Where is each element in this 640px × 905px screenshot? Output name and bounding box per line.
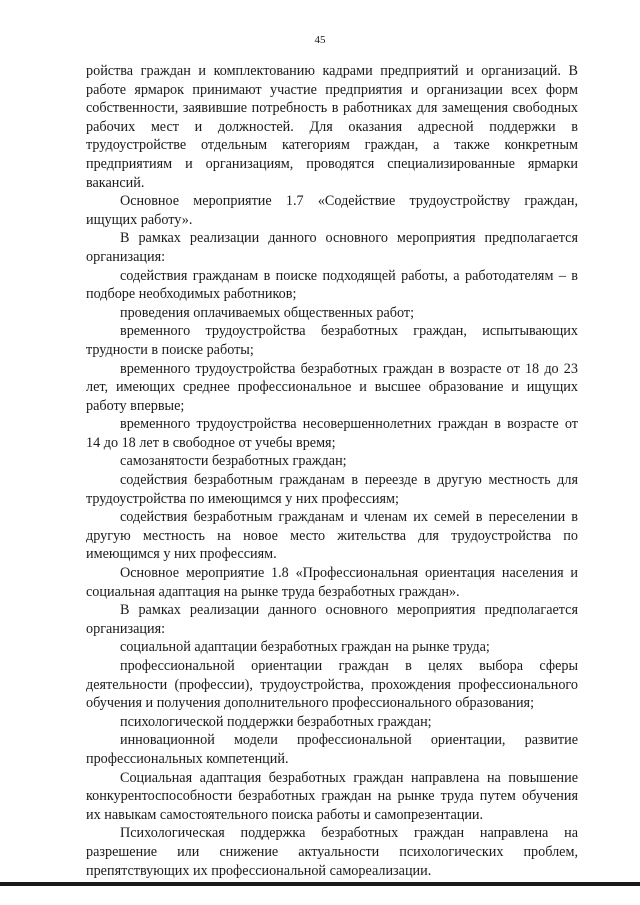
list-item: временного трудоустройства безработных граждан в возрасте от 18 до 23 лет, имеющих среднее профессиональное и высшее образование и ищущих работу впервые; <box>86 360 578 414</box>
list-item: временного трудоустройства несовершеннолетних граждан в возрасте от 14 до 18 лет в свободное от учебы время; <box>86 416 578 451</box>
paragraph: Психологическая поддержка безработных граждан направлена на разрешение или снижение актуальности психологических проблем, препятствующих их профессиональной самореализации. <box>86 825 578 879</box>
list-item: проведения оплачиваемых общественных работ; <box>120 304 415 321</box>
list-item: самозанятости безработных граждан; <box>120 453 347 470</box>
list-item: профессиональной ориентации граждан в целях выбора сферы деятельности (профессии), трудоустройства, прохождения профессионального обучения и получения дополнительного профессионального образования; <box>86 658 578 712</box>
paragraph: Социальная адаптация безработных граждан направлена на повышение конкурентоспособности безработных граждан на рынке труда путем обучения их навыкам самостоятельного поиска работы и самопрезентации. <box>86 769 578 823</box>
list-item: инновационной модели профессиональной ориентации, развитие профессиональных компетенций. <box>86 732 578 767</box>
list-item: временного трудоустройства безработных граждан, испытывающих трудности в поиске работы; <box>86 323 578 358</box>
paragraph: Основное мероприятие 1.8 «Профессиональная ориентация населения и социальная адаптация на рынке труда безработных граждан». <box>86 565 578 600</box>
list-item: содействия безработным гражданам в переезде в другую местность для трудоустройства по имеющимся у них профессиям; <box>86 472 578 507</box>
list-item: социальной адаптации безработных граждан на рынке труда; <box>120 639 490 656</box>
paragraph: Основное мероприятие 1.7 «Содействие трудоустройству граждан, ищущих работу». <box>86 193 578 228</box>
document-body <box>86 62 578 880</box>
list-item: содействия безработным гражданам и членам их семей в переселении в другую местность на новое место жительства для трудоустройства по имеющимся у них профессиям. <box>86 509 578 563</box>
list-item: содействия гражданам в поиске подходящей работы, а работодателям – в подборе необходимых работников; <box>86 267 578 303</box>
paragraph: В рамках реализации данного основного мероприятия предполагается организация: <box>86 602 578 637</box>
page-number: 45 <box>314 34 326 46</box>
paragraph: В рамках реализации данного основного мероприятия предполагается организация: <box>86 230 578 265</box>
bottom-border-line <box>0 882 640 886</box>
paragraph: ройства граждан и комплектованию кадрами предприятий и организаций. В работе ярмарок принимают участие предприятия и организации всех форм собственности, заявившие потребность в работниках для замещения свободных рабочих мест и должностей. Для оказания адресной поддержки в трудоустройстве отдельным категориям граждан, а также конкретным предприятиям и организациям, проводятся специализированные ярмарки вакансий. <box>86 63 578 191</box>
list-item: психологической поддержки безработных граждан; <box>120 713 432 730</box>
